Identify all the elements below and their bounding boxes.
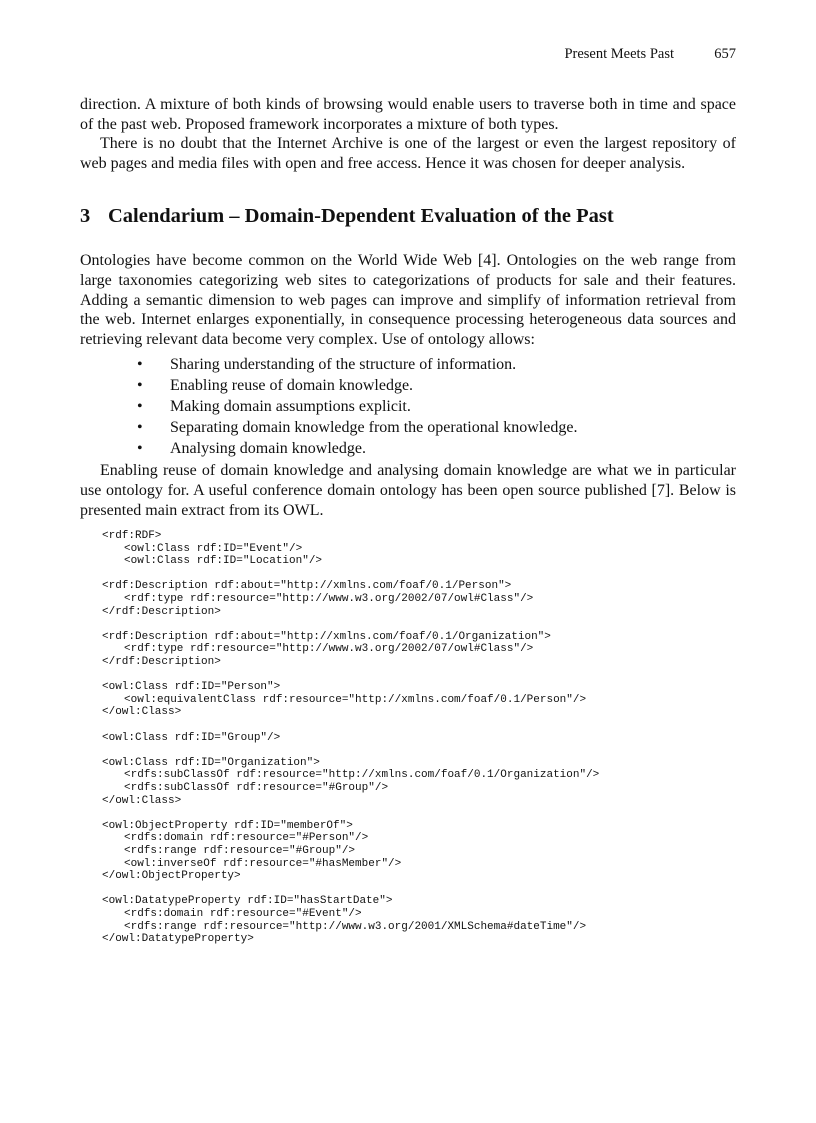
bullet-icon: •	[137, 397, 143, 415]
list-item: • Enabling reuse of domain knowledge.	[80, 376, 736, 397]
code-block: <rdf:Description rdf:about="http://xmlns.com/foaf/0.1/Organization"> <rdf:type rdf:resource="http://www.w3.org/2002/07/owl#Class"/> </rdf:Description>	[102, 630, 551, 669]
code-block: <rdf:Description rdf:about="http://xmlns.com/foaf/0.1/Person"> <rdf:type rdf:resource="http://www.w3.org/2002/07/owl#Class"/> </rdf:Description>	[102, 580, 534, 618]
section-number: 3	[80, 205, 91, 228]
code-block: <owl:Class rdf:ID="Group"/>	[102, 731, 281, 744]
bullet-icon: •	[137, 439, 143, 457]
code-block: <owl:ObjectProperty rdf:ID="memberOf"> <rdfs:domain rdf:resource="#Person"/> <rdfs:range rdf:resource="#Group"/> <owl:inverseOf rdf:resource="#hasMember"/> </owl:ObjectProperty>	[102, 819, 402, 883]
list-item: • Sharing understanding of the structure of information.	[80, 355, 736, 376]
bullet-icon: •	[137, 356, 143, 374]
page-body	[80, 95, 736, 958]
page-number: 657	[714, 46, 736, 62]
section-heading	[80, 203, 736, 229]
intro-paragraph-1: direction. A mixture of both kinds of browsing would enable users to traverse both in time and space of the past web. Proposed framework incorporates a mixture of both types.	[80, 96, 736, 133]
code-block: <owl:Class rdf:ID="Person"> <owl:equivalentClass rdf:resource="http://xmlns.com/foaf/0.1/Person"/> </owl:Class>	[102, 681, 587, 719]
code-block: <rdf:RDF> <owl:Class rdf:ID="Event"/> <owl:Class rdf:ID="Location"/>	[102, 530, 323, 568]
bullet-list	[80, 355, 736, 459]
code-block: <owl:DatatypeProperty rdf:ID="hasStartDate"> <rdfs:domain rdf:resource="#Event"/> <rdfs:range rdf:resource="http://www.w3.org/2001/XMLSchema#dateTime"/> </owl:DatatypeProperty>	[102, 895, 587, 946]
code-block: <owl:Class rdf:ID="Organization"> <rdfs:subClassOf rdf:resource="http://xmlns.com/foaf/0.1/Organization"/> <rdfs:subClassOf rdf:resource="#Group"/> </owl:Class>	[102, 756, 600, 807]
section-title: Calendarium – Domain-Dependent Evaluation of the Past	[108, 205, 614, 228]
intro-paragraph-2: There is no doubt that the Internet Archive is one of the largest or even the largest repository of web pages and media files with open and free access. Hence it was chosen for deeper analysis.	[80, 135, 736, 172]
bullet-icon: •	[137, 377, 143, 395]
section-paragraph-2: Enabling reuse of domain knowledge and analysing domain knowledge are what we in particular use ontology for. A useful conference domain ontology has been open source published [7]. Below is presented main extract from its OWL.	[80, 462, 736, 519]
owl-code-listing	[102, 530, 736, 946]
list-item: • Analysing domain knowledge.	[80, 439, 736, 460]
running-title: Present Meets Past	[564, 46, 674, 62]
list-item: • Separating domain knowledge from the operational knowledge.	[80, 418, 736, 439]
running-header	[0, 46, 736, 66]
section-paragraph-1: Ontologies have become common on the World Wide Web [4]. Ontologies on the web range from large taxonomies categorizing web sites to categorizations of products for sale and their features. Adding a semantic dimension to web pages can improve and simplify of information retrieval from the web. Internet enlarges exponentially, in consequence processing heterogeneous data sources and retrieving relevant data become very complex. Use of ontology allows:	[80, 252, 736, 348]
bullet-icon: •	[137, 418, 143, 436]
list-item: • Making domain assumptions explicit.	[80, 397, 736, 418]
